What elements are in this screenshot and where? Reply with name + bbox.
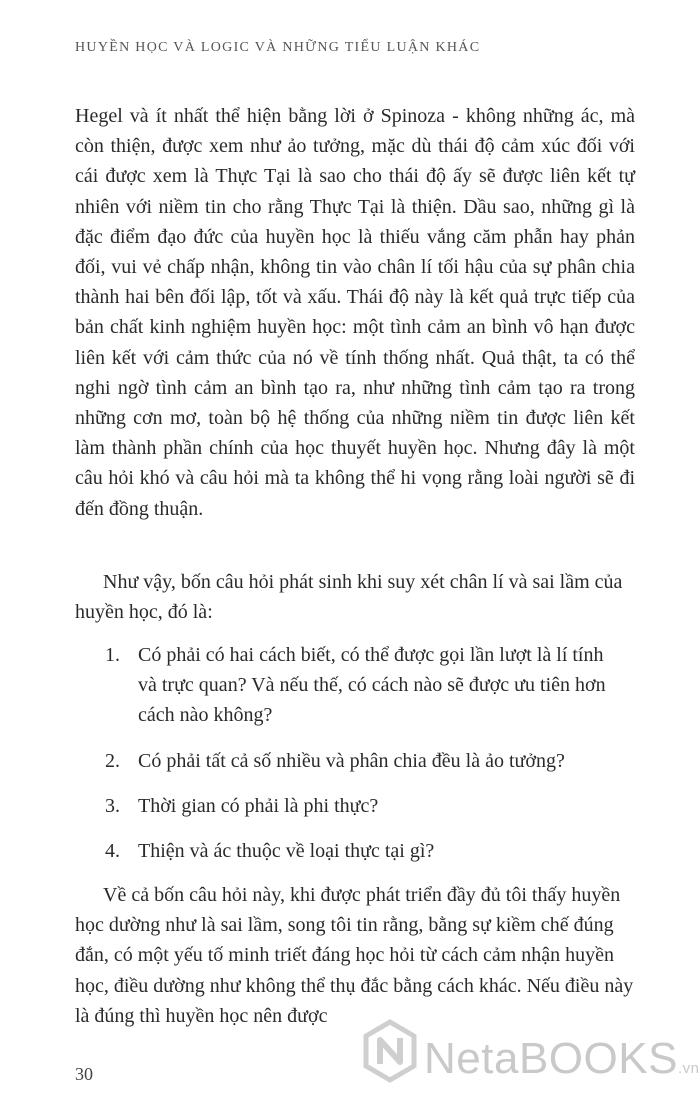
- list-number: 2.: [105, 749, 120, 772]
- hexagon-n-icon: [362, 1016, 418, 1090]
- list-text: Có phải có hai cách biết, có thể được gọi lần lượt là lí tính và trực quan? Và nếu thế, có cách nào sẽ được ưu tiên hơn cách nào không?: [138, 644, 606, 727]
- running-header: HUYỀN HỌC VÀ LOGIC VÀ NHỮNG TIỂU LUẬN KHÁC: [75, 40, 481, 55]
- watermark-suffix: .vn: [677, 1060, 700, 1077]
- list-text: Thời gian có phải là phi thực?: [138, 794, 379, 817]
- question-list: [105, 640, 625, 881]
- list-number: 1.: [105, 644, 120, 666]
- list-number: 3.: [105, 794, 120, 817]
- list-number: 4.: [105, 840, 120, 863]
- body-paragraph-2: Như vậy, bốn câu hỏi phát sinh khi suy xét chân lí và sai lầm của huyền học, đó là:: [75, 571, 623, 624]
- body-paragraph-1: Hegel và ít nhất thể hiện bằng lời ở Spinoza - không những ác, mà còn thiện, được xem như ảo tưởng, mặc dù thái độ cảm xúc đối với cái được xem là Thực Tại là sao cho thái độ ấy sẽ được liên kết tự nhiên với niềm tin cho rằng Thực Tại là thiện. Dầu sao, những gì là đặc điểm đạo đức của huyền học là thiếu vắng căm phẫn hay phản đối, vui vẻ chấp nhận, không tin vào chân lí tối hậu của sự phân chia thành hai bên đối lập, tốt và xấu. Thái độ này là kết quả trực tiếp của bản chất kinh nghiệm huyền học: một tình cảm an bình vô hạn được liên kết với cảm thức của nó về tính thống nhất. Quả thật, ta có thể nghi ngờ tình cảm an bình tạo ra, như những tình cảm tạo ra trong những cơn mơ, toàn bộ hệ thống của những niềm tin được liên kết làm thành phần chính của học thuyết huyền học. Nhưng đây là một câu hỏi khó và câu hỏi mà ta không thể hi vọng rằng loài người sẽ đi đến đồng thuận.: [75, 105, 635, 520]
- list-text: Có phải tất cả số nhiều và phân chia đều là ảo tưởng?: [138, 749, 565, 772]
- body-paragraph-3: Về cả bốn câu hỏi này, khi được phát triển đầy đủ tôi thấy huyền học dường như là sai lầm, song tôi tin rằng, bằng sự kiềm chế đúng đắn, có một yếu tố minh triết đáng học hỏi từ cách cảm nhận huyền học, điều dường như không thể thụ đắc bằng cách khác. Nếu điều này là đúng thì huyền học nên được: [75, 884, 634, 1027]
- watermark-brand: NetaBOOKS: [424, 1034, 678, 1083]
- list-item: [105, 791, 625, 821]
- watermark-text: [424, 1034, 699, 1084]
- page-number: 30: [75, 1064, 93, 1084]
- list-item: [105, 836, 625, 866]
- list-item: [105, 640, 625, 731]
- list-item: [105, 746, 625, 776]
- watermark-logo: [362, 1016, 700, 1106]
- list-text: Thiện và ác thuộc về loại thực tại gì?: [138, 840, 435, 863]
